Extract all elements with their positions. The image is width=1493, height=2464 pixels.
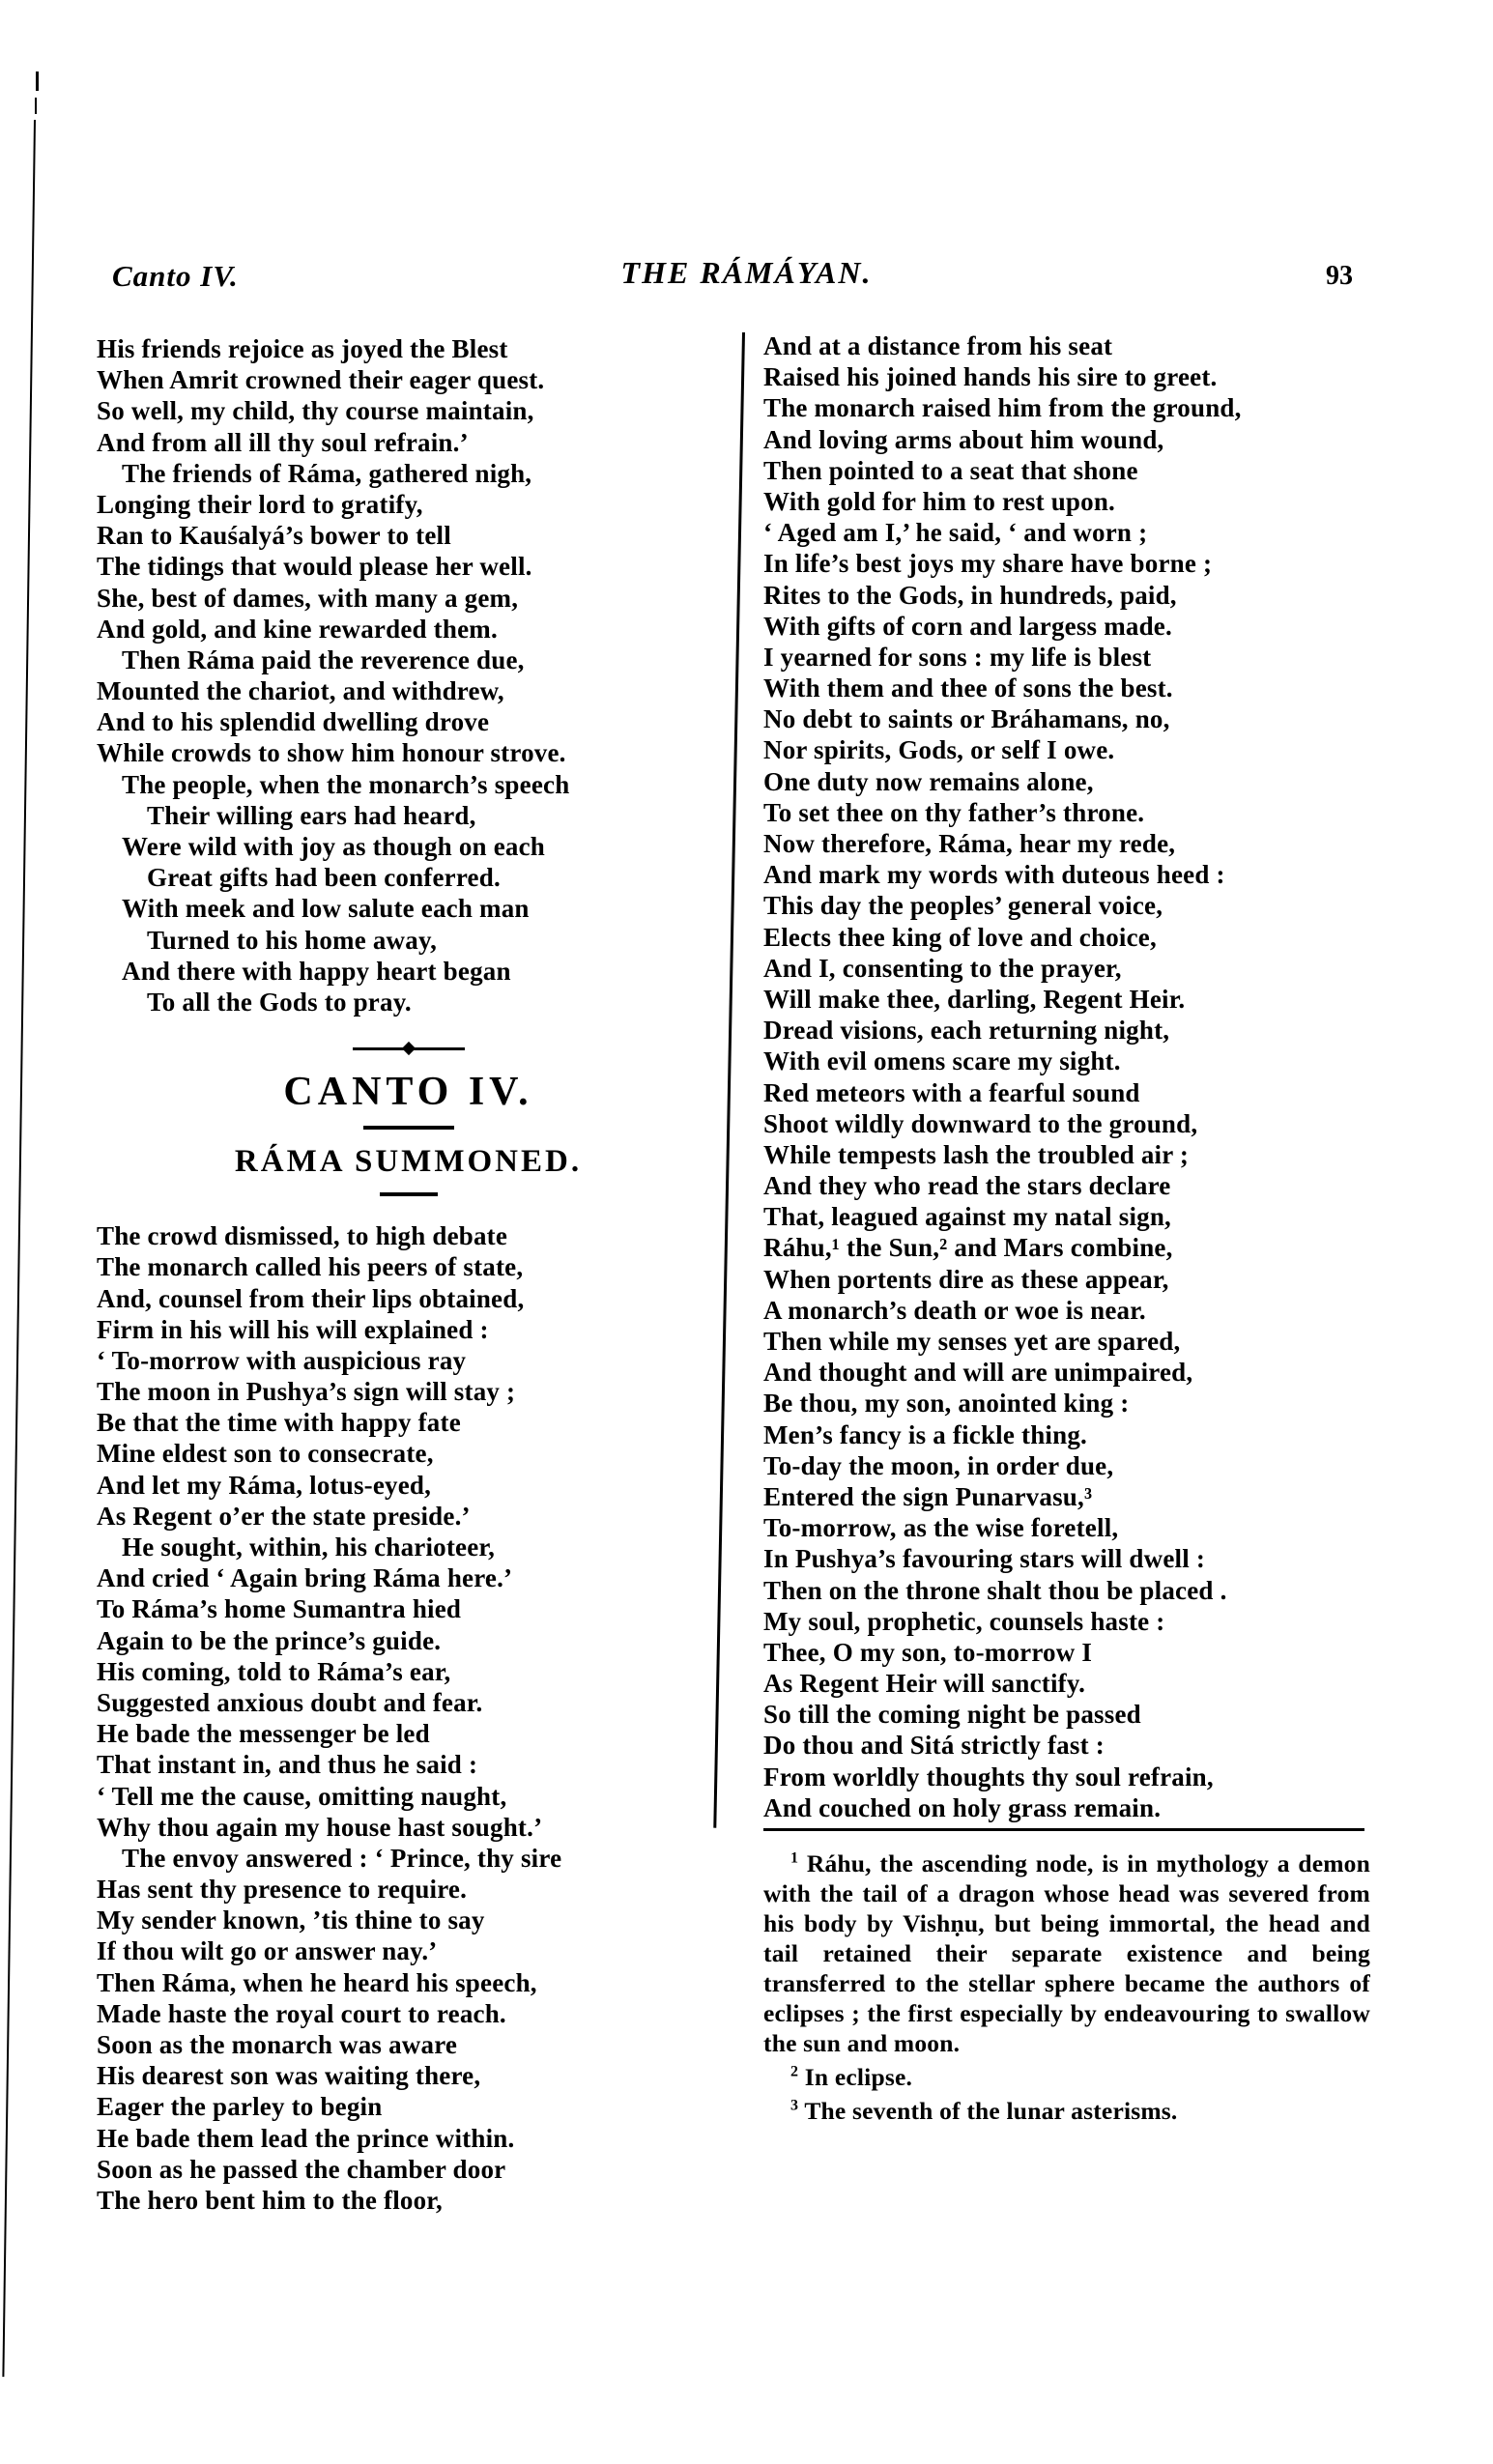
poem-line: ‘ To-morrow with auspicious ray <box>97 1345 467 1375</box>
poem-line: Now therefore, Ráma, hear my rede, <box>763 829 1176 858</box>
page-number: 93 <box>1326 261 1353 291</box>
poem-line: With gold for him to rest upon. <box>763 486 1116 516</box>
poem-line: Then on the throne shalt thou be placed . <box>763 1575 1227 1605</box>
right-column <box>763 330 1370 2130</box>
poem-line: That, leagued against my natal sign, <box>763 1202 1172 1232</box>
poem-line: And there with happy heart began <box>122 956 511 986</box>
poem-line: If thou wilt go or answer nay.’ <box>97 1936 438 1966</box>
poem-line: And, counsel from their lips obtained, <box>97 1283 525 1313</box>
footnote-marker: 2 <box>790 2063 799 2080</box>
poem-line: Has sent thy presence to require. <box>97 1875 468 1905</box>
poem-line: The people, when the monarch’s speech <box>122 769 570 799</box>
poem-line: So till the coming night be passed <box>763 1700 1141 1730</box>
poem-line: Then Ráma, when he heard his speech, <box>97 1967 537 1997</box>
poem-block-right <box>763 330 1370 1823</box>
poem-line: Elects thee king of love and choice, <box>763 922 1157 952</box>
footnote: $^3$ The seventh of the lunar asterisms. <box>790 2097 1178 2125</box>
poem-line: Thee, O my son, to-morrow I <box>763 1637 1093 1667</box>
poem-line: The tidings that would please her well. <box>97 552 532 582</box>
poem-line: While tempests lash the troubled air ; <box>763 1139 1190 1169</box>
canto-subtitle: RÁMA SUMMONED. <box>234 1144 583 1180</box>
poem-line: His coming, told to Ráma’s ear, <box>97 1656 451 1686</box>
poem-line: Red meteors with a fearful sound <box>763 1077 1140 1107</box>
poem-line: The moon in Pushya’s sign will stay ; <box>97 1377 516 1407</box>
poem-line: He bade the messenger be led <box>97 1719 430 1749</box>
poem-line: When portents dire as these appear, <box>763 1264 1169 1294</box>
poem-line: Why thou again my house hast sought.’ <box>97 1812 543 1842</box>
poem-line: To all the Gods to pray. <box>147 987 412 1017</box>
poem-line: So well, my child, thy course maintain, <box>97 396 534 426</box>
poem-line: Eager the parley to begin <box>97 2092 383 2122</box>
section-divider-diamond <box>401 1042 415 1055</box>
poem-line: In life’s best joys my share have borne ; <box>763 549 1213 579</box>
poem-line: And to his splendid dwelling drove <box>97 707 490 737</box>
poem-line: His dearest son was waiting there, <box>97 2061 481 2091</box>
poem-line: When Amrit crowned their eager quest. <box>97 365 545 395</box>
footnote-marker: 3 <box>790 2097 799 2114</box>
poem-line: Rites to the Gods, in hundreds, paid, <box>763 580 1177 610</box>
poem-line: The monarch called his peers of state, <box>97 1252 524 1282</box>
poem-block-lower <box>97 1220 720 2216</box>
poem-line: Suggested anxious doubt and fear. <box>97 1687 483 1717</box>
poem-line: My sender known, ’tis thine to say <box>97 1905 485 1935</box>
poem-line: Then while my senses yet are spared, <box>763 1327 1181 1356</box>
poem-line: Soon as he passed the chamber door <box>97 2154 506 2184</box>
poem-line: With gifts of corn and largess made. <box>763 611 1172 641</box>
poem-line: Nor spirits, Gods, or self I owe. <box>763 735 1115 765</box>
poem-line: The monarch raised him from the ground, <box>763 393 1242 423</box>
poem-line: One duty now remains alone, <box>763 766 1094 796</box>
scan-edge-dash <box>36 72 39 91</box>
poem-line: Ran to Kauśalyá’s bower to tell <box>97 521 451 551</box>
poem-line: And mark my words with duteous heed : <box>763 860 1225 890</box>
poem-line: The friends of Ráma, gathered nigh, <box>122 458 532 488</box>
poem-line: And thought and will are unimpaired, <box>763 1358 1193 1388</box>
poem-block-upper <box>97 333 720 1017</box>
poem-line: Made haste the royal court to reach. <box>97 1998 506 2028</box>
poem-line: My soul, prophetic, counsels haste : <box>763 1606 1165 1636</box>
section-divider <box>353 1043 465 1054</box>
poem-line: Entered the sign Punarvasu,³ <box>763 1481 1093 1511</box>
poem-line: And let my Ráma, lotus-eyed, <box>97 1470 432 1500</box>
footnotes-block <box>763 1848 1370 2126</box>
poem-line: Be thou, my son, anointed king : <box>763 1389 1130 1418</box>
poem-line: And from all ill thy soul refrain.’ <box>97 427 469 457</box>
poem-line: A monarch’s death or woe is near. <box>763 1295 1146 1325</box>
footnote-separator-rule <box>763 1828 1364 1831</box>
poem-line: From worldly thoughts thy soul refrain, <box>763 1762 1214 1791</box>
footnote: $^1$ Ráhu, the ascending node, is in mythology a demon with the tail of a dragon whose head was severed from his body by Vishṇu, but being immortal, the head and tail retained their separate existence and being transferred to the stellar sphere became the authors of eclipses ; the first especially by endeavouring to swallow the sun and moon. <box>763 1849 1370 2057</box>
poem-line: Were wild with joy as though on each <box>122 832 545 861</box>
poem-line: To-morrow, as the wise foretell, <box>763 1513 1119 1543</box>
footnote: $^2$ In eclipse. <box>790 2063 913 2091</box>
poem-line: Men’s fancy is a fickle thing. <box>763 1419 1087 1449</box>
poem-line: Mounted the chariot, and withdrew, <box>97 676 504 706</box>
poem-line: He sought, within, his charioteer, <box>122 1533 496 1561</box>
poem-line: With evil omens scare my sight. <box>763 1046 1121 1076</box>
poem-line: He bade them lead the prince within. <box>97 2123 515 2153</box>
poem-line: Mine eldest son to consecrate, <box>97 1439 434 1469</box>
poem-line: The crowd dismissed, to high debate <box>97 1221 508 1251</box>
poem-line: His friends rejoice as joyed the Blest <box>97 334 508 363</box>
poem-line: The hero bent him to the floor, <box>97 2185 443 2215</box>
poem-line: And gold, and kine rewarded them. <box>97 614 498 644</box>
poem-line: Will make thee, darling, Regent Heir. <box>763 984 1186 1014</box>
poem-line: Shoot wildly downward to the ground, <box>763 1108 1198 1138</box>
poem-line: Their willing ears had heard, <box>147 800 476 830</box>
poem-line: She, best of dames, with many a gem, <box>97 583 519 613</box>
poem-line: And cried ‘ Again bring Ráma here.’ <box>97 1563 513 1593</box>
poem-line: To-day the moon, in order due, <box>763 1450 1114 1480</box>
poem-line: Ráhu,¹ the Sun,² and Mars combine, <box>763 1233 1173 1263</box>
heading-rule <box>363 1126 454 1130</box>
subtitle-rule <box>380 1192 438 1196</box>
poem-line: To Ráma’s home Sumantra hied <box>97 1594 462 1624</box>
poem-line: As Regent o’er the state preside.’ <box>97 1501 471 1531</box>
poem-line: This day the peoples’ general voice, <box>763 891 1163 921</box>
poem-line: Be that the time with happy fate <box>97 1408 461 1438</box>
poem-line: Soon as the monarch was aware <box>97 2030 458 2059</box>
poem-line: No debt to saints or Bráhamans, no, <box>763 704 1170 734</box>
poem-line: ‘ Tell me the cause, omitting naught, <box>97 1781 507 1811</box>
poem-line: With them and thee of sons the best. <box>763 673 1173 703</box>
poem-line: Do thou and Sitá strictly fast : <box>763 1731 1105 1761</box>
poem-line: I yearned for sons : my life is blest <box>763 642 1152 672</box>
poem-line: Then Ráma paid the reverence due, <box>122 645 525 674</box>
poem-line: Longing their lord to gratify, <box>97 489 423 519</box>
poem-line: While crowds to show him honour strove. <box>97 738 566 768</box>
left-column <box>97 333 720 2216</box>
poem-line: And loving arms about him wound, <box>763 424 1164 454</box>
poem-line: As Regent Heir will sanctify. <box>763 1669 1086 1699</box>
poem-line: That instant in, and thus he said : <box>97 1750 478 1780</box>
running-header-title: THE RÁMÁYAN. <box>620 255 873 290</box>
running-header-canto: Canto IV. <box>112 259 239 293</box>
poem-line: And couched on holy grass remain. <box>763 1792 1162 1822</box>
poem-line: And at a distance from his seat <box>763 331 1113 360</box>
poem-line: Raised his joined hands his sire to greet. <box>763 362 1218 392</box>
scan-edge-line <box>2 120 36 2377</box>
scan-edge-dash <box>35 98 37 114</box>
poem-line: And I, consenting to the prayer, <box>763 953 1122 983</box>
poem-line: To set thee on thy father’s throne. <box>763 797 1145 827</box>
poem-line: In Pushya’s favouring stars will dwell : <box>763 1544 1206 1574</box>
poem-line: Firm in his will his will explained : <box>97 1314 489 1344</box>
poem-line: The envoy answered : ‘ Prince, thy sire <box>122 1843 562 1873</box>
poem-line: With meek and low salute each man <box>122 894 530 924</box>
poem-line: Again to be the prince’s guide. <box>97 1625 442 1655</box>
poem-line: ‘ Aged am I,’ he said, ‘ and worn ; <box>763 518 1148 548</box>
poem-line: Turned to his home away, <box>147 925 438 955</box>
poem-line: Great gifts had been conferred. <box>147 863 501 893</box>
canto-heading: CANTO IV. <box>283 1070 533 1115</box>
poem-line: Dread visions, each returning night, <box>763 1016 1170 1046</box>
footnote-marker: 1 <box>790 1849 799 1867</box>
poem-line: And they who read the stars declare <box>763 1171 1171 1201</box>
poem-line: Then pointed to a seat that shone <box>763 455 1138 485</box>
